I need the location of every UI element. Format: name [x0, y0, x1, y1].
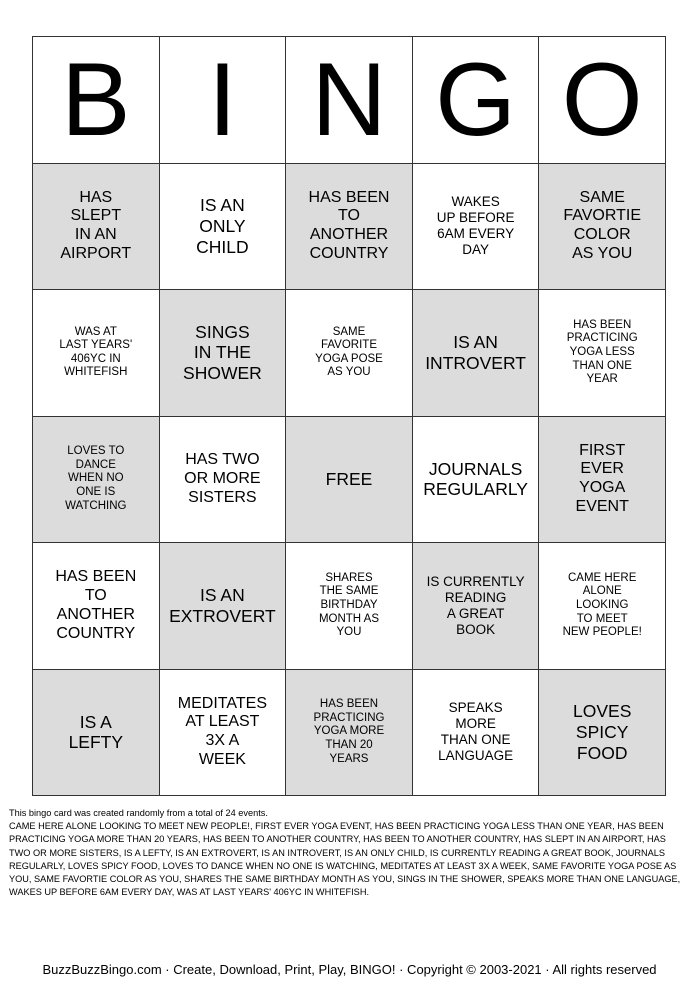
- header-letter: G: [413, 37, 540, 164]
- event-caption: [9, 807, 689, 899]
- bingo-square: SAME FAVORITE YOGA POSE AS YOU: [286, 290, 413, 417]
- bingo-square: CAME HERE ALONE LOOKING TO MEET NEW PEOPLE!: [539, 543, 666, 670]
- bingo-square: SPEAKS MORE THAN ONE LANGUAGE: [413, 670, 540, 797]
- bingo-square: HAS BEEN PRACTICING YOGA MORE THAN 20 YEARS: [286, 670, 413, 797]
- bingo-card: [32, 36, 666, 796]
- bingo-square: HAS TWO OR MORE SISTERS: [160, 417, 287, 544]
- bingo-square: FIRST EVER YOGA EVENT: [539, 417, 666, 544]
- bingo-square: HAS BEEN PRACTICING YOGA LESS THAN ONE YEAR: [539, 290, 666, 417]
- bingo-square: IS AN ONLY CHILD: [160, 164, 287, 291]
- caption-intro: This bingo card was created randomly from a total of 24 events.: [9, 808, 268, 818]
- bingo-square: SAME FAVORTIE COLOR AS YOU: [539, 164, 666, 291]
- bingo-square: HAS BEEN TO ANOTHER COUNTRY: [33, 543, 160, 670]
- bingo-square: MEDITATES AT LEAST 3X A WEEK: [160, 670, 287, 797]
- header-letter: B: [33, 37, 160, 164]
- bingo-square: IS AN EXTROVERT: [160, 543, 287, 670]
- header-letter: N: [286, 37, 413, 164]
- header-letter: O: [539, 37, 666, 164]
- bingo-square: WAKES UP BEFORE 6AM EVERY DAY: [413, 164, 540, 291]
- bingo-square: WAS AT LAST YEARS' 406YC IN WHITEFISH: [33, 290, 160, 417]
- bingo-square: HAS BEEN TO ANOTHER COUNTRY: [286, 164, 413, 291]
- caption-event-list: CAME HERE ALONE LOOKING TO MEET NEW PEOPLE!, FIRST EVER YOGA EVENT, HAS BEEN PRACTICING YOGA LESS THAN ONE YEAR, HAS BEEN PRACTICING YOGA MORE THAN 20 YEARS, HAS BEEN TO ANOTHER COUNTRY, HAS BEEN TO ANOTHER COUNTRY, HAS SLEPT IN AN AIRPORT, HAS TWO OR MORE SISTERS, IS A LEFTY, IS AN EXTROVERT, IS AN INTROVERT, IS AN ONLY CHILD, IS CURRENTLY READING A GREAT BOOK, JOURNALS REGULARLY, LOVES SPICY FOOD, LOVES TO DANCE WHEN NO ONE IS WATCHING, MEDITATES AT LEAST 3X A WEEK, SAME FAVORITE YOGA POSE AS YOU, SAME FAVORTIE COLOR AS YOU, SHARES THE SAME BIRTHDAY MONTH AS YOU, SINGS IN THE SHOWER, SPEAKS MORE THAN ONE LANGUAGE, WAKES UP BEFORE 6AM EVERY DAY, WAS AT LAST YEARS' 406YC IN WHITEFISH.: [9, 821, 681, 898]
- bingo-square: IS CURRENTLY READING A GREAT BOOK: [413, 543, 540, 670]
- bingo-square: FREE: [286, 417, 413, 544]
- site-footer: BuzzBuzzBingo.com · Create, Download, Print, Play, BINGO! · Copyright © 2003-2021 · All rights reserved: [42, 962, 657, 977]
- bingo-square: IS A LEFTY: [33, 670, 160, 797]
- bingo-square: JOURNALS REGULARLY: [413, 417, 540, 544]
- bingo-square: HAS SLEPT IN AN AIRPORT: [33, 164, 160, 291]
- bingo-square: IS AN INTROVERT: [413, 290, 540, 417]
- bingo-square: SHARES THE SAME BIRTHDAY MONTH AS YOU: [286, 543, 413, 670]
- bingo-square: SINGS IN THE SHOWER: [160, 290, 287, 417]
- bingo-square: LOVES TO DANCE WHEN NO ONE IS WATCHING: [33, 417, 160, 544]
- bingo-square: LOVES SPICY FOOD: [539, 670, 666, 797]
- header-letter: I: [160, 37, 287, 164]
